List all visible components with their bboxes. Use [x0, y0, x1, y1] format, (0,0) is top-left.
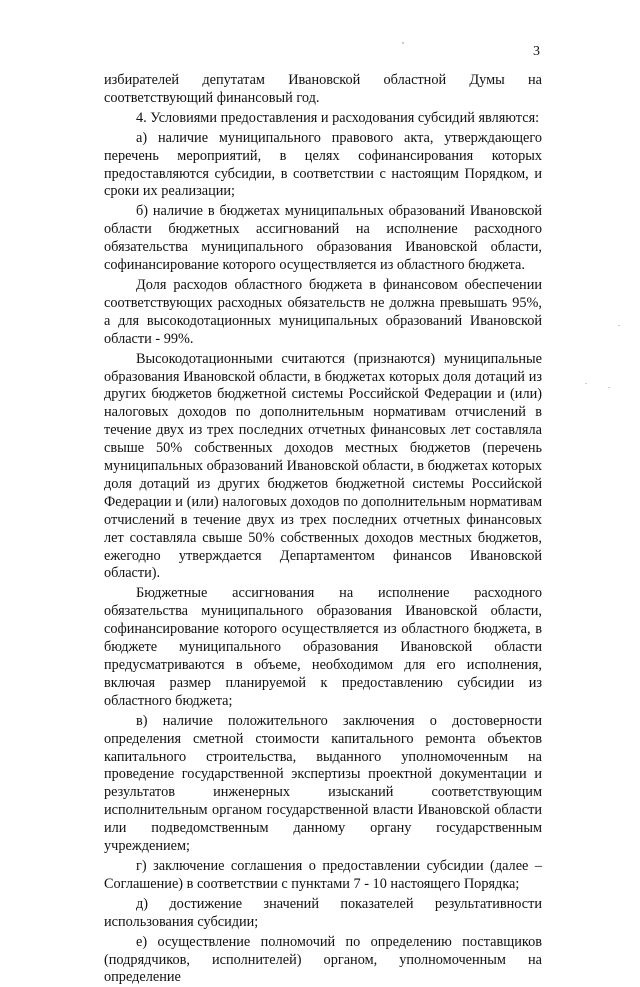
scan-speck: [402, 42, 404, 44]
document-body: [104, 72, 542, 987]
page-number: 3: [533, 44, 540, 59]
paragraph-item-g: г) заключение соглашения о предоставлении субсидии (далее – Соглашение) в соответствии с пунктами 7 - 10 настоящего Порядка;: [104, 857, 542, 892]
paragraph-continuation: избирателей депутатам Ивановской областной Думы на соответствующий финансовый год.: [104, 72, 542, 106]
paragraph-item-e: е) осуществление полномочий по определению поставщиков (подрядчиков, исполнителей) органом, уполномоченным на определение: [104, 933, 542, 986]
paragraph-high-subsidy-definition: Высокодотационными считаются (признаются) муниципальные образования Ивановской области, в бюджетах которых доля дотаций из других бюджетов бюджетной системы Российской Федерации и (или) налоговых доходов по дополнительным нормативам отчислений в течение двух из трех последних отчетных финансовых лет составляла свыше 50% собственных доходов местных бюджетов (перечень муниципальных образований Ивановской области, в бюджетах которых доля дотаций из других бюджетов бюджетной системы Российской Федерации и (или) налоговых доходов по дополнительным нормативам отчислений в течение двух из трех последних отчетных финансовых лет составляла свыше 50% собственных доходов местных бюджетов, ежегодно утверждается Департаментом финансов Ивановской области).: [104, 350, 542, 582]
paragraph-item-d: д) достижение значений показателей результативности использования субсидии;: [104, 895, 542, 930]
scan-speck: [585, 383, 587, 384]
scan-speck: [618, 325, 620, 326]
paragraph-section-4: 4. Условиями предоставления и расходования субсидий являются:: [136, 109, 540, 126]
scan-speck: [608, 387, 610, 388]
paragraph-budget-share: Доля расходов областного бюджета в финансовом обеспечении соответствующих расходных обязательств не должна превышать 95%, а для высокодотационных муниципальных образований Ивановской области - 99%.: [104, 276, 542, 347]
paragraph-item-v: в) наличие положительного заключения о достоверности определения сметной стоимости капитального ремонта объектов капитального строительства, выданного уполномоченным на проведение государственной экспертизы проектной документации и результатов инженерных изысканий соответствующим исполнительным органом государственной власти Ивановской области или подведомственным данному органу государственным учреждением;: [104, 712, 542, 855]
paragraph-item-a: а) наличие муниципального правового акта, утверждающего перечень мероприятий, в целях софинансирования которых предоставляются субсидии, в соответствии с настоящим Порядком, и сроки их реализации;: [104, 129, 542, 200]
paragraph-item-b: б) наличие в бюджетах муниципальных образований Ивановской области бюджетных ассигнований на исполнение расходного обязательства муниципального образования Ивановской области, софинансирование которого осуществляется из областного бюджета.: [104, 203, 542, 274]
paragraph-budget-allocations: Бюджетные ассигнования на исполнение расходного обязательства муниципального образования Ивановской области, софинансирование которого осуществляется из областного бюджета, в бюджете муниципального образования Ивановской области предусматриваются в объеме, необходимом для его исполнения, включая размер планируемой к предоставлению субсидии из областного бюджета;: [104, 585, 542, 709]
